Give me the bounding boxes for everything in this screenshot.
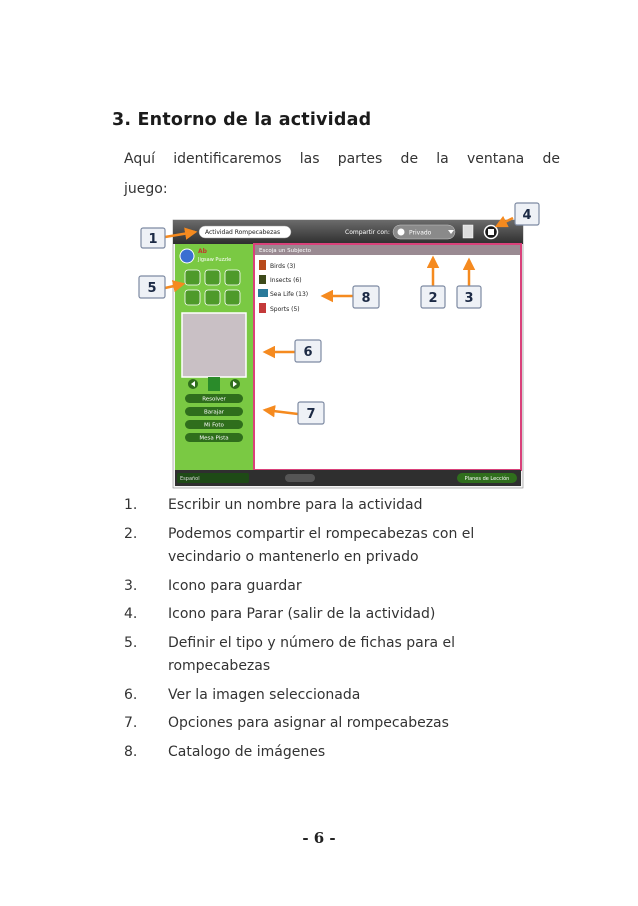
svg-text:Ab: Ab — [198, 248, 207, 255]
callout-1 — [141, 228, 165, 248]
hint-table-button-label: Mesa Pista — [199, 435, 229, 442]
svg-text:5: 5 — [147, 281, 157, 296]
callout-8 — [353, 286, 379, 308]
list-item: 5. Definir el tipo y número de fichas para el rompecabezas — [124, 634, 456, 675]
svg-text:2: 2 — [428, 291, 438, 306]
list-item: 3. Icono para guardar — [124, 577, 302, 594]
parts-list — [124, 494, 508, 770]
list-item: 7. Opciones para asignar al rompecabezas — [124, 715, 449, 732]
activity-name-text: Actividad Rompecabezas — [205, 229, 281, 236]
lesson-plans-label: Planes de Lección — [464, 475, 510, 482]
svg-text:4: 4 — [522, 208, 532, 223]
callout-4 — [515, 203, 539, 225]
intro-paragraph: Aquí identificaremos las partes de la ventana de juego: — [124, 151, 560, 197]
subject-item[interactable]: Birds (3) — [270, 263, 296, 270]
selected-image-preview — [182, 313, 246, 377]
logo-title: Jigsaw Puzzle — [198, 257, 232, 263]
list-item: 8. Catalogo de imágenes — [124, 743, 326, 760]
share-label: Compartir con: — [345, 229, 390, 236]
activity-window-screenshot — [135, 200, 545, 490]
language-value: Español — [180, 476, 200, 482]
subject-item[interactable]: Insects (6) — [270, 277, 302, 284]
list-item: 4. Icono para Parar (salir de la actividad) — [124, 606, 436, 623]
list-item: 6. Ver la imagen seleccionada — [124, 686, 361, 703]
svg-text:6: 6 — [303, 345, 313, 360]
svg-text:1: 1 — [148, 232, 158, 247]
section-heading: 3. Entorno de la actividad — [112, 110, 372, 130]
bird-icon — [259, 260, 266, 270]
list-item: 1. Escribir un nombre para la actividad — [124, 497, 423, 513]
callout-2 — [421, 286, 445, 308]
subject-item[interactable]: Sports (5) — [270, 306, 300, 313]
insect-icon — [259, 275, 266, 284]
svg-text:3: 3 — [464, 291, 474, 306]
list-item: 2. Podemos compartir el rompecabezas con el vecindario o mantenerlo en privado — [124, 525, 475, 565]
solve-button-label: Resolver — [202, 396, 226, 403]
page-number: - 6 - — [302, 829, 336, 847]
logo-icon — [180, 249, 194, 263]
svg-text:8: 8 — [361, 291, 371, 306]
svg-text:7: 7 — [306, 407, 316, 422]
save-icon[interactable] — [463, 225, 473, 238]
avatar — [208, 377, 220, 391]
sports-icon — [259, 303, 266, 313]
callout-5 — [139, 276, 165, 298]
subject-item[interactable]: Sea Life (13) — [270, 291, 309, 298]
callout-3 — [457, 286, 481, 308]
share-value: Privado — [409, 229, 432, 237]
sea-life-icon — [258, 289, 268, 297]
callout-6 — [295, 340, 321, 362]
shuffle-button-label: Barajar — [204, 409, 224, 416]
callout-7 — [298, 402, 324, 424]
catalog-header: Escoja un Subjecto — [259, 248, 312, 254]
my-photo-button-label: Mi Foto — [204, 422, 224, 429]
